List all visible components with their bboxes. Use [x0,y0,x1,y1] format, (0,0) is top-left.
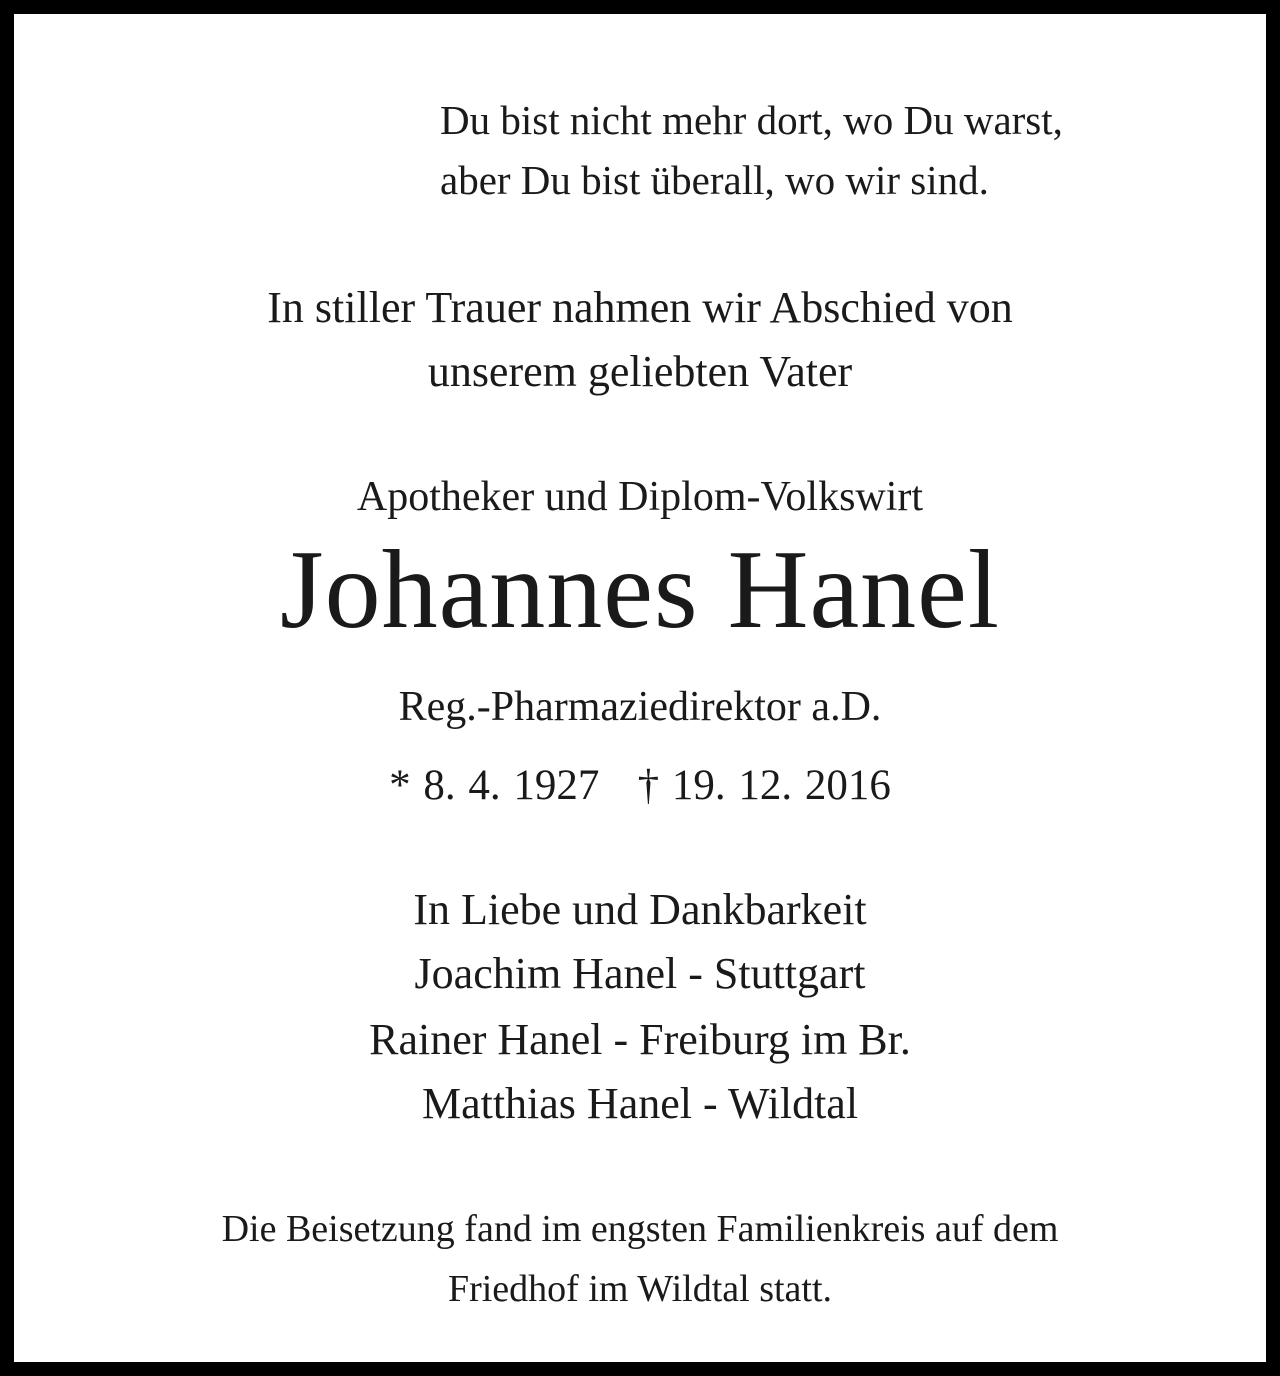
mourners-intro: In Liebe und Dankbarkeit [413,885,867,934]
intro-line-2: unserem geliebten Vater [427,347,853,396]
mourner-name: Matthias Hanel - Wildtal [421,1079,859,1128]
profession-title: Apotheker und Diplom-Volkswirt [356,474,924,520]
burial-note-line-2: Friedhof im Wildtal statt. [447,1268,833,1310]
mourner-name: Joachim Hanel - Stuttgart [414,949,866,998]
motto-line-2: aber Du bist überall, wo wir sind. [440,157,989,203]
intro-line-1: In stiller Trauer nahmen wir Abschied von [267,283,1013,332]
burial-note-line-1: Die Beisetzung fand im engsten Familienkreis auf dem [221,1208,1059,1250]
deceased-name: Johannes Hanel [279,528,1000,652]
life-dates: * 8. 4. 1927 † 19. 12. 2016 [389,762,891,809]
official-title: Reg.-Pharmaziedirektor a.D. [398,684,882,730]
mourner-name: Rainer Hanel - Freiburg im Br. [369,1015,911,1064]
motto-line-1: Du bist nicht mehr dort, wo Du warst, [440,97,1063,143]
